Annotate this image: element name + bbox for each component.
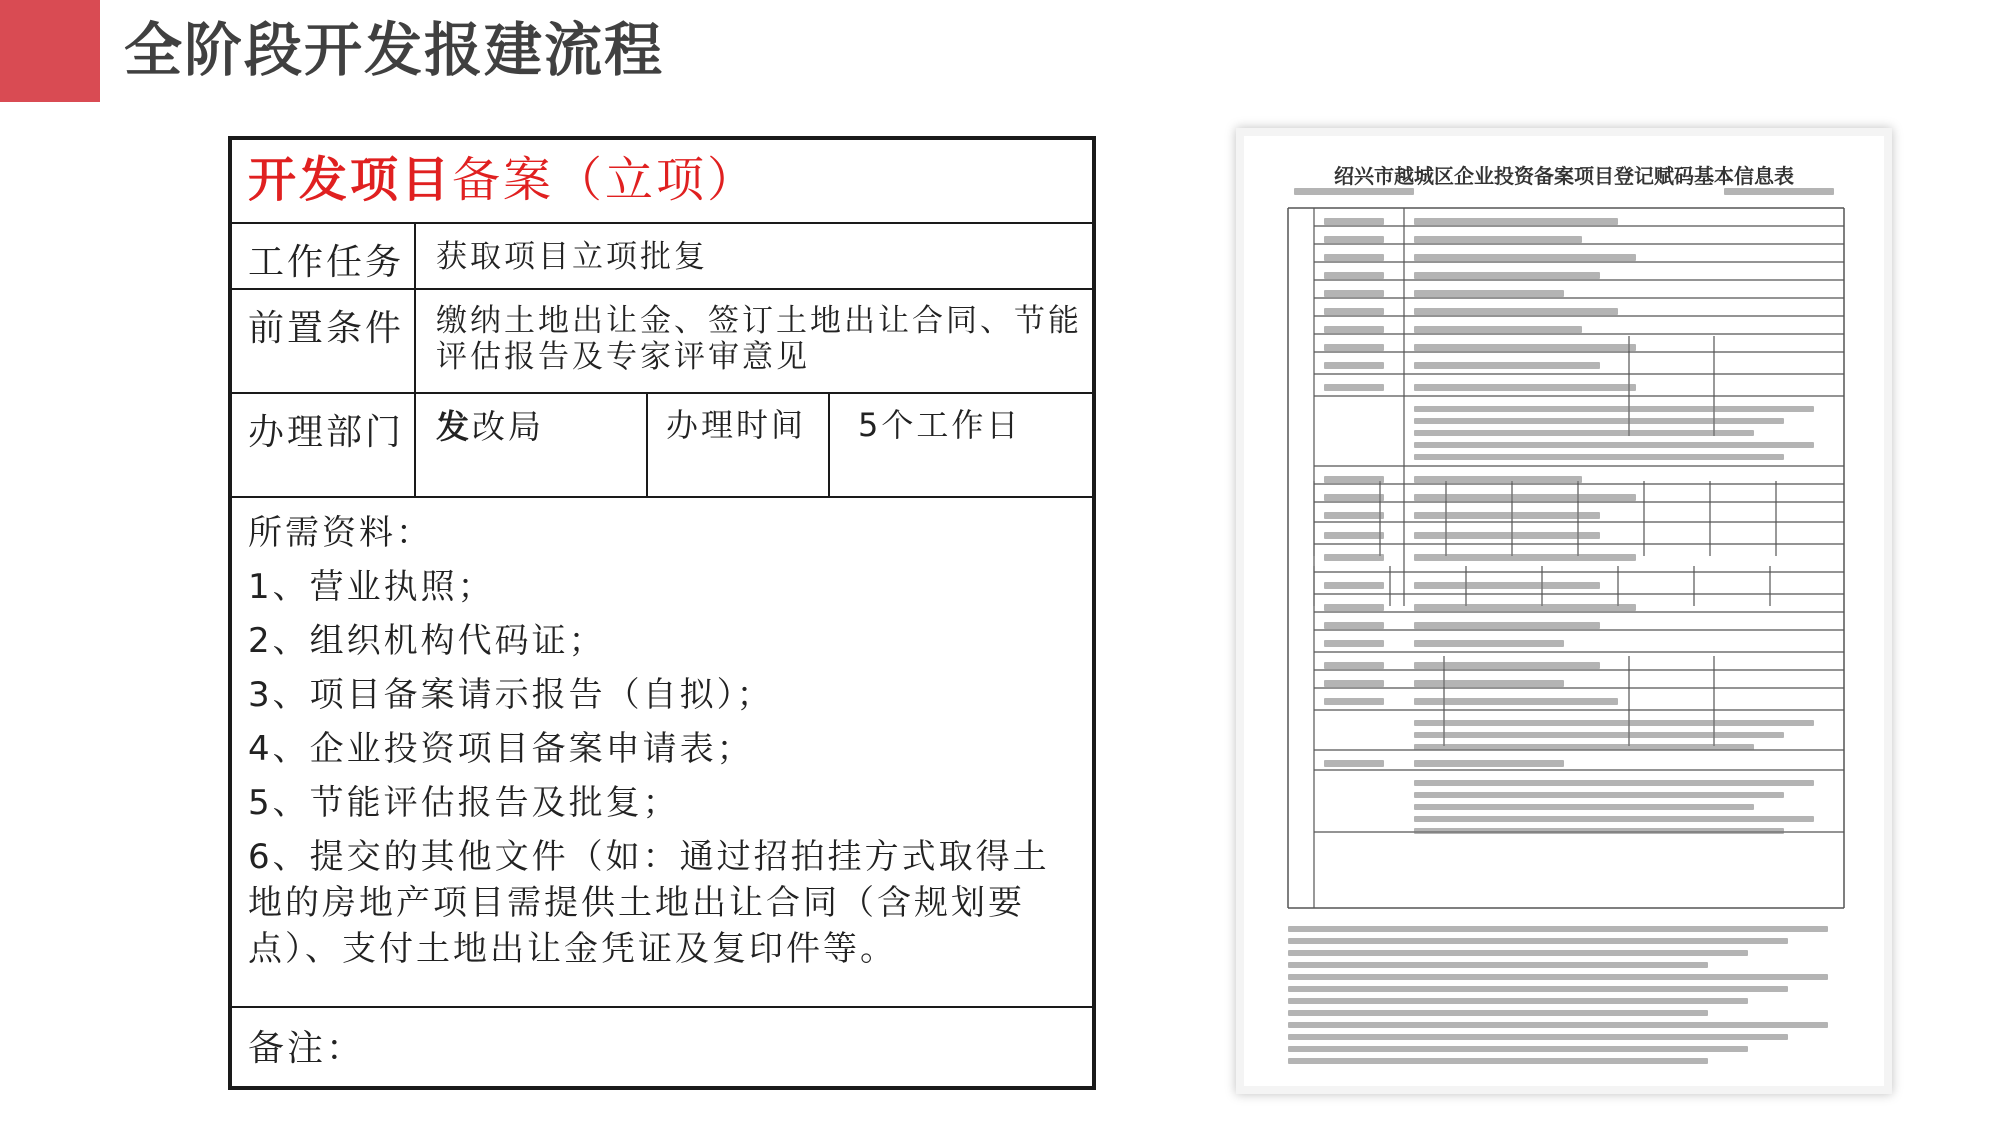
- form-blurred-text: [1414, 344, 1636, 351]
- form-blurred-text: [1414, 554, 1636, 561]
- project-filing-card: [228, 136, 1096, 1090]
- form-blurred-text: [1324, 384, 1384, 391]
- documents-row: [232, 498, 1092, 1008]
- scanned-filing-form: [1236, 128, 1892, 1094]
- task-value: 获取项目立项批复: [436, 239, 708, 275]
- form-blurred-text: [1414, 254, 1636, 261]
- department-value-rest: 改局: [472, 407, 544, 446]
- form-blurred-text: [1324, 604, 1384, 611]
- form-blurred-text: [1414, 406, 1814, 412]
- form-blurred-text: [1324, 290, 1384, 297]
- form-blurred-text: [1288, 950, 1748, 956]
- form-blurred-text: [1414, 698, 1618, 705]
- form-blurred-text: [1324, 512, 1384, 519]
- precondition-row: [232, 290, 1092, 394]
- form-blurred-text: [1324, 622, 1384, 629]
- form-blurred-text: [1324, 272, 1384, 279]
- document-item: 4、企业投资项目备案申请表；: [248, 729, 754, 769]
- form-blurred-text: [1288, 1046, 1748, 1052]
- department-divider: [414, 394, 416, 496]
- form-blurred-text: [1414, 604, 1636, 611]
- form-blurred-text: [1288, 926, 1828, 932]
- form-blurred-text: [1324, 760, 1384, 767]
- form-blurred-text: [1414, 442, 1814, 448]
- time-value-divider: [828, 394, 830, 496]
- form-blurred-text: [1324, 494, 1384, 501]
- form-blurred-text: [1414, 732, 1784, 738]
- form-blurred-text: [1324, 218, 1384, 225]
- form-blurred-text: [1724, 188, 1834, 195]
- form-blurred-text: [1414, 662, 1600, 669]
- form-blurred-text: [1414, 532, 1600, 539]
- form-blurred-text: [1414, 792, 1784, 798]
- form-blurred-text: [1324, 476, 1384, 483]
- form-blurred-text: [1414, 622, 1600, 629]
- form-blurred-text: [1414, 362, 1600, 369]
- form-blurred-text: [1414, 582, 1600, 589]
- form-blurred-text: [1324, 680, 1384, 687]
- department-time-divider: [646, 394, 648, 496]
- form-blurred-text: [1414, 272, 1600, 279]
- form-blurred-text: [1288, 1034, 1788, 1040]
- document-item-6-line3: 点）、支付土地出让金凭证及复印件等。: [248, 929, 897, 969]
- document-item: 2、组织机构代码证；: [248, 621, 606, 661]
- precondition-value-line2: 评估报告及专家评审意见: [436, 339, 810, 375]
- form-blurred-text: [1288, 938, 1788, 944]
- form-blurred-text: [1288, 1022, 1828, 1028]
- department-value: [436, 408, 544, 446]
- card-title-row: [232, 140, 1092, 224]
- document-item-6-line2: 地的房地产项目需提供土地出让合同（含规划要: [248, 883, 1025, 923]
- note-row: [232, 1008, 1092, 1090]
- document-item: 3、项目备案请示报告（自拟）；: [248, 675, 774, 715]
- department-row: [232, 394, 1092, 498]
- time-value: 5个工作日: [858, 406, 1022, 444]
- form-blurred-text: [1288, 1058, 1708, 1064]
- form-blurred-text: [1324, 698, 1384, 705]
- department-label: 办理部门: [248, 412, 405, 453]
- form-blurred-text: [1324, 362, 1384, 369]
- form-blurred-text: [1324, 254, 1384, 261]
- documents-label: 所需资料：: [248, 513, 433, 553]
- form-blurred-text: [1414, 384, 1636, 391]
- form-blurred-text: [1414, 780, 1814, 786]
- form-blurred-text: [1294, 188, 1414, 195]
- form-blurred-text: [1324, 582, 1384, 589]
- form-blurred-text: [1414, 218, 1618, 225]
- form-blurred-text: [1288, 986, 1788, 992]
- document-item: 5、节能评估报告及批复；: [248, 783, 680, 823]
- form-blurred-text: [1414, 720, 1814, 726]
- task-divider: [414, 224, 416, 288]
- form-blurred-text: [1324, 662, 1384, 669]
- scanned-form-title: 绍兴市越城区企业投资备案项目登记赋码基本信息表: [1334, 164, 1794, 188]
- form-blurred-text: [1414, 308, 1618, 315]
- department-value-bold: 发: [436, 407, 472, 446]
- form-blurred-text: [1414, 326, 1582, 333]
- form-blurred-text: [1414, 680, 1564, 687]
- header-accent-block: [0, 0, 100, 102]
- form-blurred-text: [1324, 344, 1384, 351]
- form-blurred-text: [1414, 454, 1784, 460]
- scanned-form-paper: [1244, 136, 1884, 1086]
- precondition-divider: [414, 290, 416, 392]
- form-blurred-text: [1414, 512, 1600, 519]
- precondition-value-line1: 缴纳土地出让金、签订土地出让合同、节能: [436, 303, 1082, 339]
- form-blurred-text: [1324, 236, 1384, 243]
- documents-list: [248, 506, 1078, 972]
- form-blurred-text: [1414, 640, 1564, 647]
- form-blurred-text: [1414, 744, 1754, 750]
- card-title: [248, 146, 758, 214]
- form-blurred-text: [1288, 1010, 1708, 1016]
- document-item-6-line1: 6、提交的其他文件（如：通过招拍挂方式取得土: [248, 837, 1050, 877]
- form-blurred-text: [1414, 236, 1582, 243]
- document-item: 1、营业执照；: [248, 567, 495, 607]
- form-blurred-text: [1288, 998, 1748, 1004]
- form-blurred-text: [1414, 476, 1582, 483]
- form-blurred-text: [1414, 418, 1784, 424]
- note-label: 备注：: [248, 1028, 366, 1069]
- form-blurred-text: [1414, 290, 1564, 297]
- form-blurred-text: [1288, 974, 1828, 980]
- form-blurred-text: [1414, 760, 1564, 767]
- task-row: [232, 224, 1092, 290]
- page-title: 全阶段开发报建流程: [124, 16, 665, 84]
- time-label: 办理时间: [666, 406, 807, 444]
- form-blurred-text: [1324, 308, 1384, 315]
- card-title-rest: 备案（立项）: [452, 152, 759, 208]
- form-blurred-text: [1414, 828, 1784, 834]
- task-label: 工作任务: [248, 242, 405, 283]
- card-title-bold: 开发项目: [248, 152, 453, 208]
- scanned-form-table-graphic: [1244, 136, 1884, 1086]
- form-blurred-text: [1414, 430, 1754, 436]
- form-blurred-text: [1414, 816, 1814, 822]
- form-blurred-text: [1324, 532, 1384, 539]
- form-blurred-text: [1288, 962, 1708, 968]
- form-blurred-text: [1324, 326, 1384, 333]
- form-blurred-text: [1324, 554, 1384, 561]
- form-blurred-text: [1414, 804, 1754, 810]
- form-blurred-text: [1324, 640, 1384, 647]
- form-blurred-text: [1414, 494, 1636, 501]
- precondition-label: 前置条件: [248, 308, 405, 349]
